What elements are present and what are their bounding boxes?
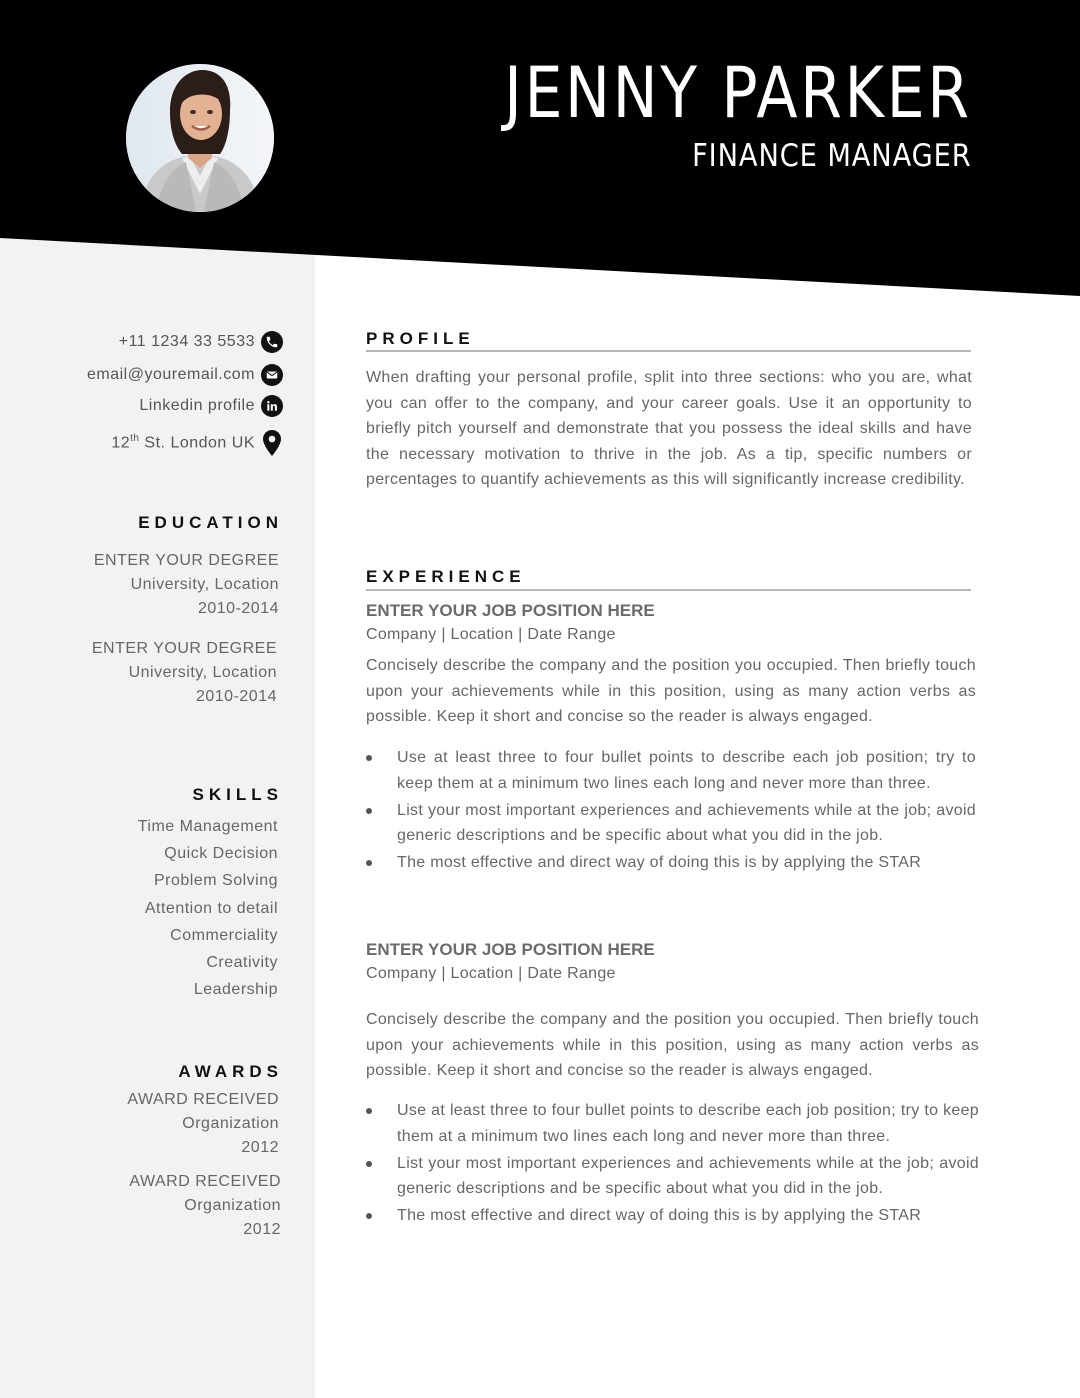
list-item: The most effective and direct way of doing this is by applying the STAR	[366, 1203, 979, 1229]
skill-item: Creativity	[206, 954, 278, 972]
skill-item: Leadership	[193, 981, 278, 999]
skill-item: Attention to detail	[144, 899, 278, 917]
job-description: Concisely describe the company and the position you occupied. Then briefly touch upon your achievements while in this position, using as many action verbs as possible. Keep it short and concise so the reader is always engaged.	[366, 1011, 979, 1080]
award-entry	[127, 1088, 279, 1160]
profile-divider	[366, 350, 971, 352]
location-pin-icon	[261, 430, 283, 456]
bullet-icon	[366, 860, 372, 866]
contact-address	[111, 430, 283, 456]
job-position-title: ENTER YOUR JOB POSITION HERE	[366, 601, 655, 620]
school: University, Location	[128, 664, 277, 681]
bullet-icon	[366, 1161, 372, 1167]
award-entry	[129, 1170, 281, 1242]
job-bullets	[366, 745, 976, 877]
degree: ENTER YOUR DEGREE	[93, 552, 279, 569]
mail-icon	[261, 364, 283, 386]
phone-icon	[261, 331, 283, 353]
list-item: Use at least three to four bullet points to describe each job position; try to keep them at a minimum two lines each long and never more than three.	[366, 745, 976, 797]
profile-text: When drafting your personal profile, split into three sections: who you are, what you can offer to the company, and your career goals. Use it an opportunity to briefly pitch yourself and demonstrate that you possess the ideal skills and have the necessary motivation to thrive in the job. As a tip, specific numbers or percentages to quantify achievements as this will significantly increase credibility.	[366, 369, 972, 489]
skill-item: Quick Decision	[164, 845, 278, 863]
experience-divider	[366, 589, 971, 591]
education-entry	[94, 549, 279, 621]
contact-email	[87, 364, 283, 386]
job-title-heading: FINANCE MANAGER	[692, 138, 972, 174]
profile-photo	[126, 64, 274, 212]
list-item: Use at least three to four bullet points to describe each job position; try to keep them at a minimum two lines each long and never more than three.	[366, 1098, 979, 1150]
candidate-name: JENNY PARKER	[504, 52, 972, 134]
award-name: AWARD RECEIVED	[127, 1091, 279, 1108]
job-description: Concisely describe the company and the position you occupied. Then briefly touch upon your achievements while in this position, using as many action verbs as possible. Keep it short and concise so the reader is always engaged.	[366, 657, 976, 726]
bullet-icon	[366, 1213, 372, 1219]
list-item: The most effective and direct way of doing this is by applying the STAR	[366, 850, 976, 876]
skill-item: Time Management	[137, 818, 278, 835]
job-position-title: ENTER YOUR JOB POSITION HERE	[366, 940, 655, 959]
skills-list	[138, 813, 278, 1003]
award-year: 2012	[243, 1221, 281, 1238]
award-org: Organization	[182, 1115, 279, 1132]
bullet-icon	[366, 755, 372, 761]
awards-heading: AWARDS	[178, 1062, 283, 1081]
list-item: List your most important experiences and achievements while at the job; avoid generic descriptions and be specific about what you did in the job.	[366, 1151, 979, 1203]
address-text: 12th St. London UK	[111, 433, 255, 452]
contact-phone	[119, 331, 283, 353]
bullet-icon	[366, 1108, 372, 1114]
skill-item: Problem Solving	[154, 872, 278, 890]
job-meta: Company | Location | Date Range	[366, 965, 616, 982]
phone-text: +11 1234 33 5533	[118, 333, 255, 350]
education-entry	[92, 637, 277, 709]
profile-heading: PROFILE	[366, 329, 475, 348]
job-meta: Company | Location | Date Range	[366, 626, 616, 643]
award-year: 2012	[241, 1139, 279, 1156]
list-item: List your most important experiences and achievements while at the job; avoid generic descriptions and be specific about what you did in the job.	[366, 798, 976, 850]
education-heading: EDUCATION	[138, 513, 283, 532]
email-text: email@youremail.com	[86, 366, 255, 383]
skill-item: Commerciality	[170, 926, 278, 944]
experience-heading: EXPERIENCE	[366, 567, 526, 586]
degree: ENTER YOUR DEGREE	[91, 640, 277, 657]
linkedin-text: Linkedin profile	[139, 397, 255, 414]
skills-heading: SKILLS	[192, 785, 283, 804]
years: 2010-2014	[197, 600, 279, 617]
job-bullets	[366, 1098, 979, 1230]
bullet-icon	[366, 808, 372, 814]
school: University, Location	[130, 576, 279, 593]
award-org: Organization	[184, 1197, 281, 1214]
years: 2010-2014	[195, 688, 277, 705]
linkedin-icon	[261, 395, 283, 417]
award-name: AWARD RECEIVED	[129, 1173, 281, 1190]
contact-linkedin	[139, 395, 283, 417]
